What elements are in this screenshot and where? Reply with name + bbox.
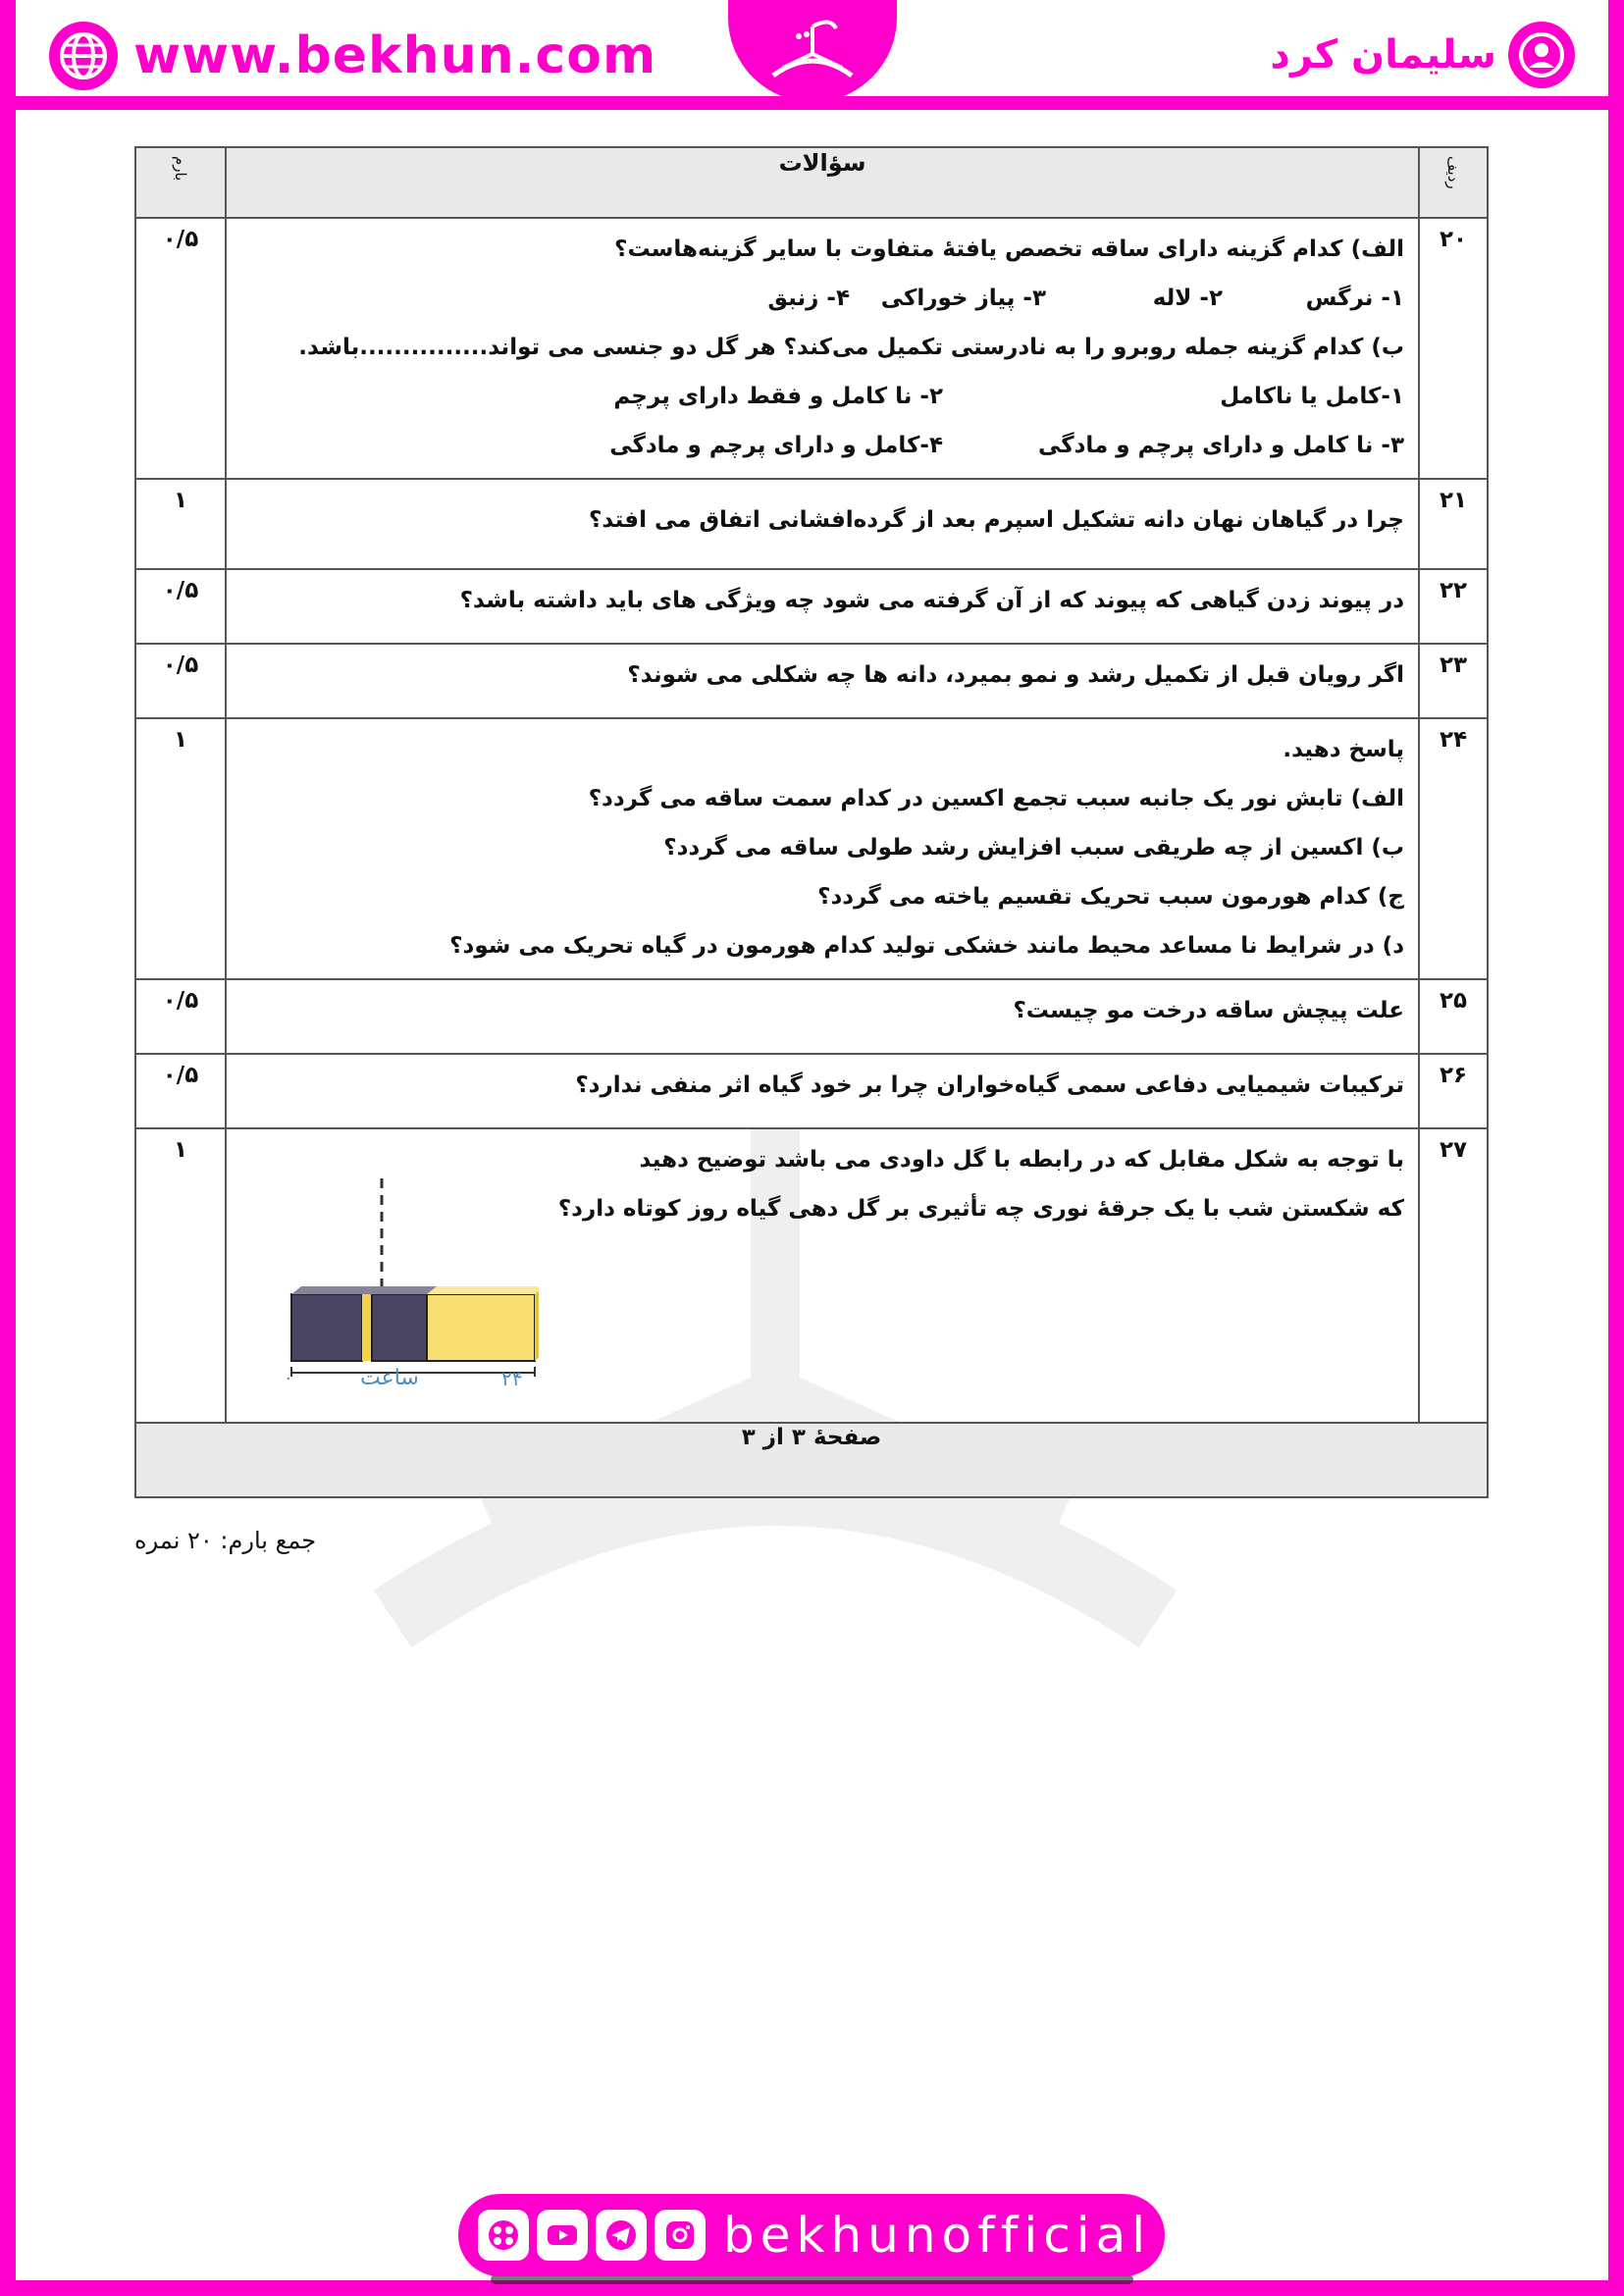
row-score: ۱ (135, 718, 226, 979)
night-break-figure (244, 1173, 539, 1408)
page-indicator: صفحهٔ ۳ از ۳ (135, 1423, 1488, 1497)
question-cell (226, 218, 1419, 479)
row-score: ۰/۵ (135, 569, 226, 644)
table-footer (135, 1423, 1488, 1497)
option: ۲- لاله (1152, 286, 1223, 311)
social-icons (478, 2210, 706, 2261)
question-text: ترکیبات شیمیایی دفاعی سمی گیاه‌خواران چرا بر خود گیاه اثر منفی ندارد؟ (226, 1054, 1419, 1128)
figure-label-end: ۲۴ (501, 1367, 523, 1390)
question-text: الف) تابش نور یک جانبه سبب تجمع اکسین در کدام سمت ساقه می گردد؟ (588, 786, 1404, 811)
question-text: چرا در گیاهان نهان دانه تشکیل اسپرم بعد از گرده‌افشانی اتفاق می افتد؟ (226, 479, 1419, 569)
table-row (135, 569, 1488, 644)
header-questions-col: سؤالات (226, 147, 1419, 218)
question-text: در پیوند زدن گیاهی که پیوند که از آن گرفته می شود چه ویژگی های باید داشته باشد؟ (226, 569, 1419, 644)
figure-label-hours: ساعت (360, 1366, 419, 1390)
row-score: ۱ (135, 1128, 226, 1423)
question-text: ب) اکسین از چه طریقی سبب افزایش رشد طولی ساقه می گردد؟ (663, 835, 1404, 861)
header-row-col: ردیف (1419, 147, 1488, 218)
question-text: ج) کدام هورمون سبب تحریک تقسیم یاخته می گردد؟ (817, 884, 1404, 910)
option: ۴- زنبق (767, 286, 850, 311)
row-number: ۲۷ (1419, 1128, 1488, 1423)
option: ۳- پیاز خوراکی (880, 286, 1046, 311)
table-row (135, 479, 1488, 569)
figure-label-start: ۰ (284, 1368, 293, 1388)
social-bar (458, 2194, 1165, 2276)
row-number: ۲۲ (1419, 569, 1488, 644)
option-row (240, 274, 1404, 323)
total-score: جمع بارم: ۲۰ نمره (134, 1527, 317, 1554)
instagram-icon[interactable] (655, 2210, 706, 2261)
social-handle: bekhunofficial (723, 2207, 1152, 2264)
row-score: ۰/۵ (135, 979, 226, 1054)
option-row (240, 372, 1404, 421)
row-number: ۲۶ (1419, 1054, 1488, 1128)
table-row (135, 718, 1488, 979)
table-row (135, 644, 1488, 718)
option: ۳- نا کامل و دارای پرچم و مادگی (1037, 433, 1404, 458)
table-header (135, 147, 1488, 218)
questions-table (134, 146, 1489, 1498)
option: ۱-کامل یا ناکامل (1220, 384, 1404, 409)
row-score: ۱ (135, 479, 226, 569)
table-row (135, 979, 1488, 1054)
aparat-icon[interactable] (478, 2210, 529, 2261)
question-cell (226, 718, 1419, 979)
question-text: علت پیچش ساقه درخت مو چیست؟ (226, 979, 1419, 1054)
site-url: www.bekhun.com (133, 26, 657, 85)
row-number: ۲۴ (1419, 718, 1488, 979)
question-text: د) در شرایط نا مساعد محیط مانند خشکی تولید کدام هورمون در گیاه تحریک می شود؟ (449, 933, 1404, 959)
option: ۴-کامل و دارای پرچم و مادگی (609, 433, 943, 458)
row-score: ۰/۵ (135, 644, 226, 718)
telegram-icon[interactable] (596, 2210, 647, 2261)
question-text: ب) کدام گزینه جمله روبرو را به نادرستی تکمیل می‌کند؟ هر گل دو جنسی می تواند...............باشد. (298, 335, 1404, 360)
option-row (240, 421, 1404, 470)
row-score: ۰/۵ (135, 218, 226, 479)
row-number: ۲۳ (1419, 644, 1488, 718)
table-row (135, 1128, 1488, 1423)
author-name: سلیمان کرد (1270, 32, 1496, 78)
question-text: که شکستن شب با یک جرقهٔ نوری چه تأثیری بر گل دهی گیاه روز کوتاه دارد؟ (557, 1196, 1404, 1222)
table-row (135, 218, 1488, 479)
question-text: الف) کدام گزینه دارای ساقه تخصص یافتهٔ متفاوت با سایر گزینه‌هاست؟ (614, 236, 1404, 262)
header-score-col: بارم (135, 147, 226, 218)
row-number: ۲۰ (1419, 218, 1488, 479)
youtube-icon[interactable] (537, 2210, 588, 2261)
question-cell (226, 1128, 1419, 1423)
question-text: پاسخ دهید. (1283, 737, 1404, 762)
option: ۲- نا کامل و فقط دارای پرچم (613, 384, 943, 409)
option: ۱- نرگس (1305, 286, 1404, 311)
row-number: ۲۱ (1419, 479, 1488, 569)
table-row (135, 1054, 1488, 1128)
question-text: اگر رویان قبل از تکمیل رشد و نمو بمیرد، دانه ها چه شکلی می شوند؟ (226, 644, 1419, 718)
row-score: ۰/۵ (135, 1054, 226, 1128)
row-number: ۲۵ (1419, 979, 1488, 1054)
question-text: با توجه به شکل مقابل که در رابطه با گل داودی می باشد توضیح دهید (639, 1147, 1404, 1173)
